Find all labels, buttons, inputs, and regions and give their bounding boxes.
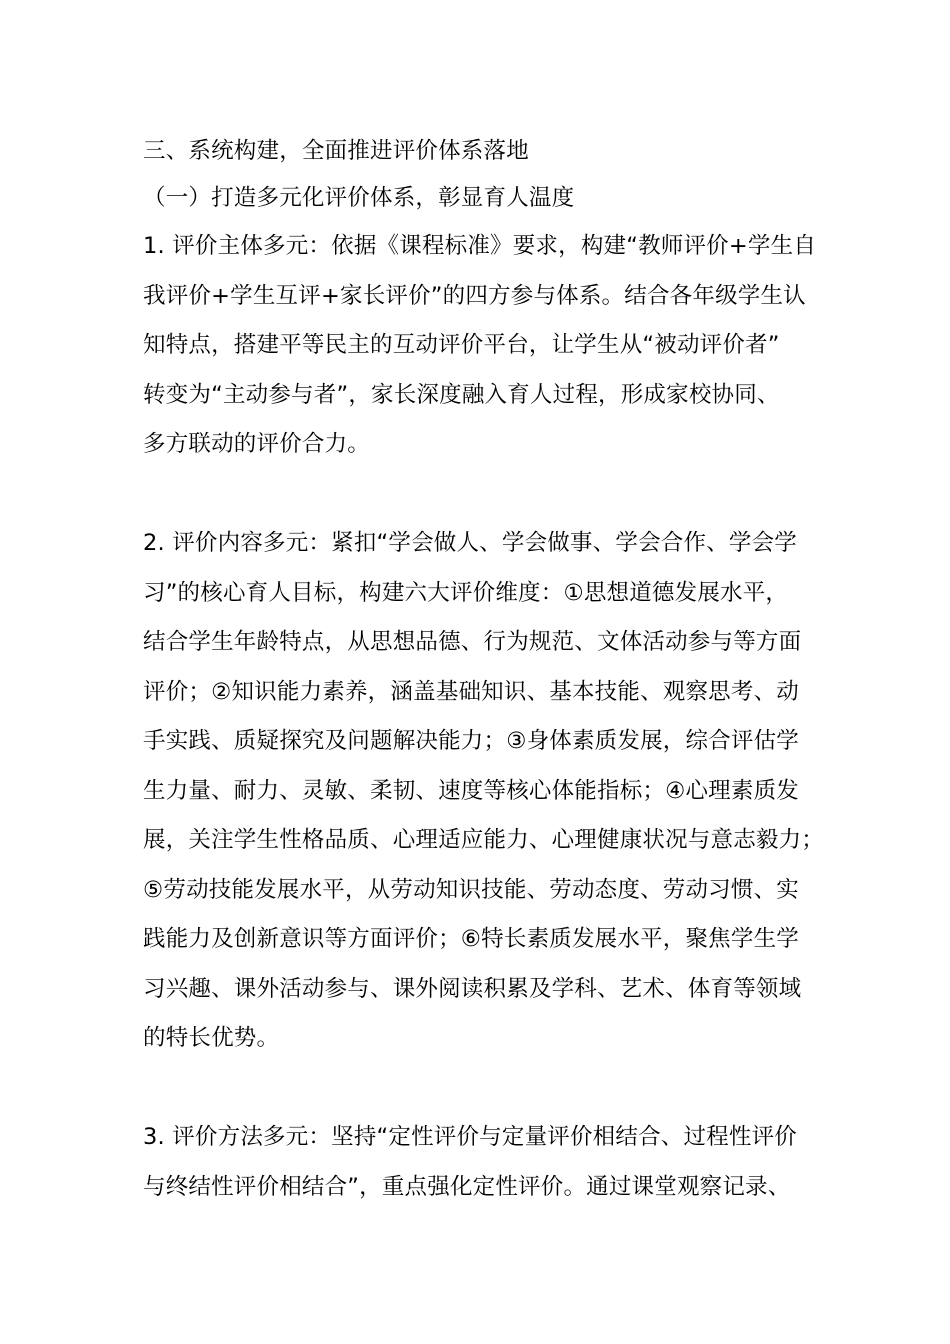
document-body xyxy=(143,128,823,1212)
paragraph-line: 展，关注学生性格品质、心理适应能力、心理健康状况与意志毅力； xyxy=(143,827,825,853)
paragraph-line: 1. 评价主体多元：依据《课程标准》要求，构建“教师评价+学生自 xyxy=(143,233,817,259)
paragraph-line: 践能力及创新意识等方面评价；⑥特长素质发展水平，聚焦学生学 xyxy=(143,926,799,952)
paragraph-evaluation-content xyxy=(143,519,823,1064)
paragraph-line: 手实践、质疑探究及问题解决能力；③身体素质发展，综合评估学 xyxy=(143,728,799,754)
paragraph-line: 知特点，搭建平等民主的互动评价平台，让学生从“被动评价者” xyxy=(143,332,780,358)
paragraph-line: 习兴趣、课外活动参与、课外阅读积累及学科、艺术、体育等领域 xyxy=(143,975,802,1002)
paragraph-line: 评价；②知识能力素养，涵盖基础知识、基本技能、观察思考、动 xyxy=(143,678,799,705)
paragraph-evaluation-methods xyxy=(143,1113,823,1212)
paragraph-line: 与终结性评价相结合”，重点强化定性评价。通过课堂观察记录、 xyxy=(143,1173,791,1200)
paragraph-line: 的特长优势。 xyxy=(143,1025,280,1051)
paragraph-line: 我评价+学生互评+家长评价”的四方参与体系。结合各年级学生认 xyxy=(143,282,806,309)
paragraph-line: 结合学生年龄特点，从思想品德、行为规范、文体活动参与等方面 xyxy=(143,629,802,655)
paragraph-spacer xyxy=(143,1064,823,1114)
section-heading: 三、系统构建，全面推进评价体系落地 xyxy=(143,138,529,164)
paragraph-line: 转变为“主动参与者”，家长深度融入育人过程，形成家校协同、 xyxy=(143,381,780,408)
paragraph-line: 3. 评价方法多元：坚持“定性评价与定量评价相结合、过程性评价 xyxy=(143,1124,797,1150)
paragraph-line: ⑤劳动技能发展水平，从劳动知识技能、劳动态度、劳动习惯、实 xyxy=(143,876,799,903)
paragraph-line: 2. 评价内容多元：紧扣“学会做人、学会做事、学会合作、学会学 xyxy=(143,530,797,556)
paragraph-evaluation-subjects xyxy=(143,222,823,470)
paragraph-line: 生力量、耐力、灵敏、柔韧、速度等核心体能指标；④心理素质发 xyxy=(143,777,799,804)
paragraph-spacer xyxy=(143,470,823,520)
paragraph-line: 多方联动的评价合力。 xyxy=(143,431,371,457)
subsection-heading: （一）打造多元化评价体系，彰显育人温度 xyxy=(143,185,575,211)
paragraph-line: 习”的核心育人目标，构建六大评价维度：①思想道德发展水平， xyxy=(143,579,789,606)
